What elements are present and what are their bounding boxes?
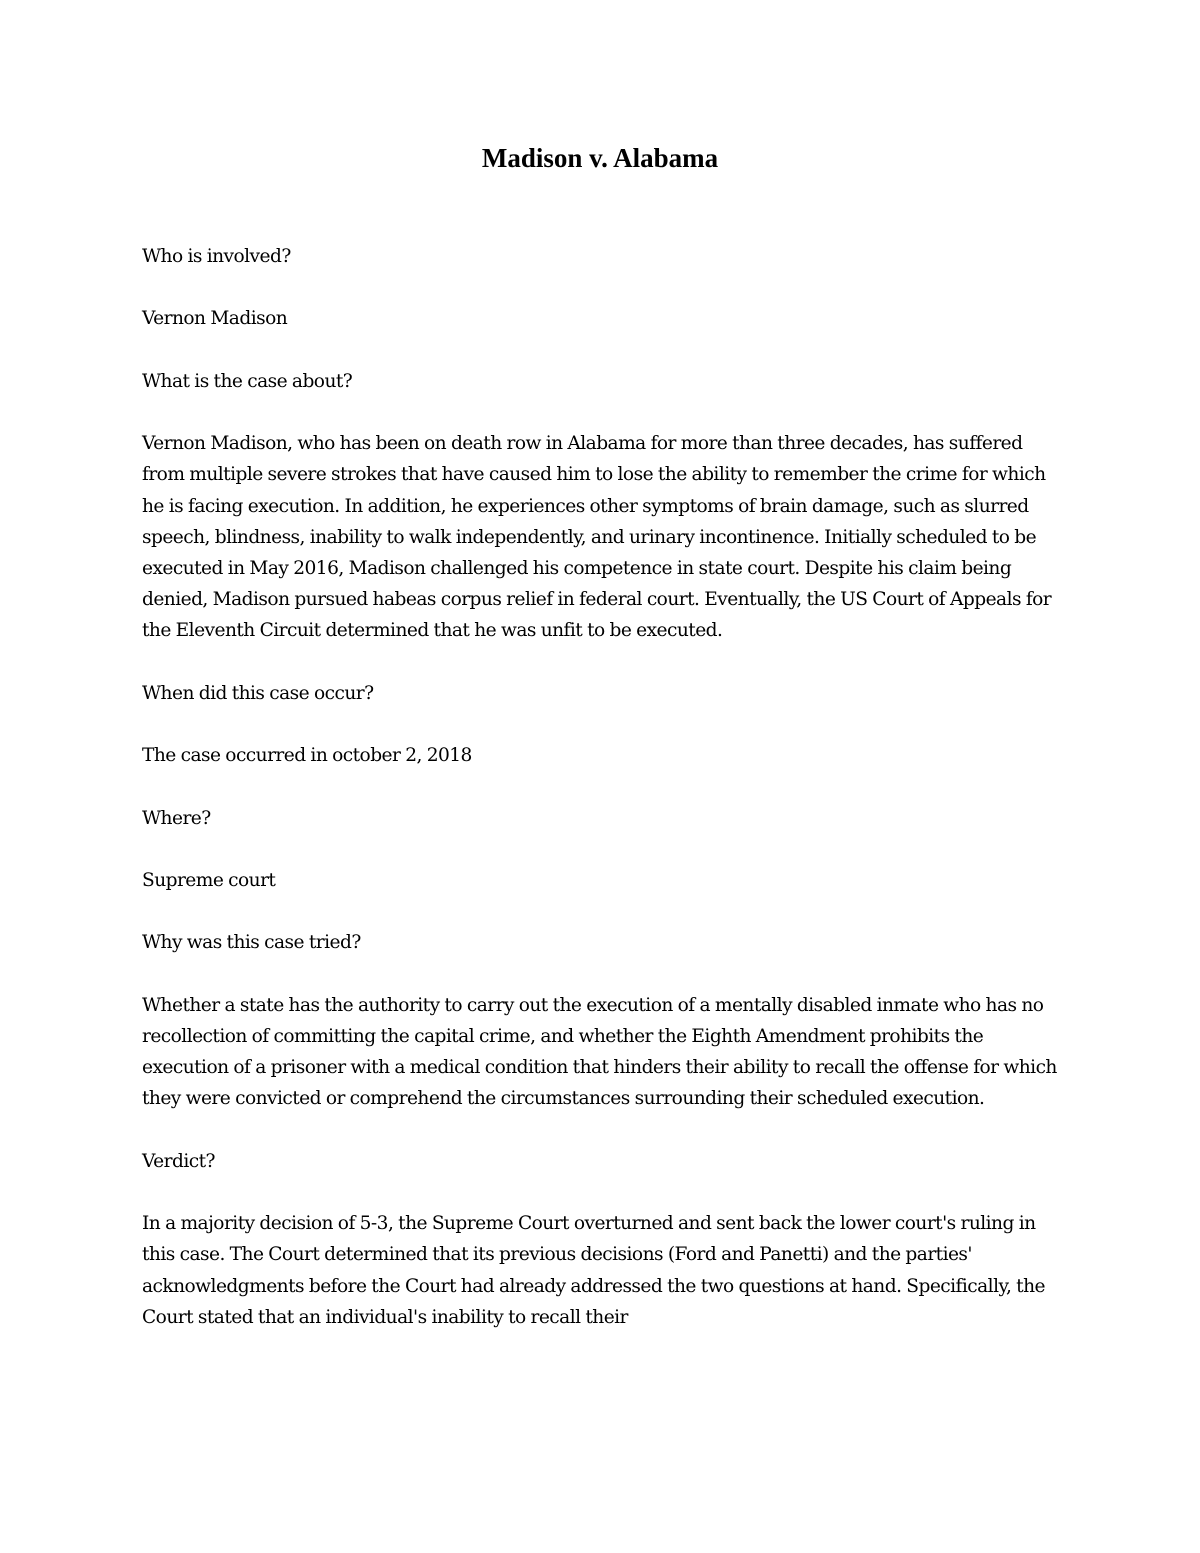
answer-when: The case occurred in october 2, 2018 — [142, 745, 472, 767]
answer-where: Supreme court — [142, 869, 276, 891]
answer-case-about: Vernon Madison, who has been on death row in Alabama for more than three decades, has suffered from multiple severe strokes that have caused him to lose the ability to remember the crime for which he is facing execution. In addition, he experiences other symptoms of brain damage, such as slurred speech, blindness, inability to walk independently, and urinary incontinence. Initially scheduled to be executed in May 2016, Madison challenged his competence in state court. Despite his claim being denied, Madison pursued habeas corpus relief in federal court. Eventually, the US Court of Appeals for the Eleventh Circuit determined that he was unfit to be executed. — [142, 433, 1052, 642]
document-title: Madison v. Alabama — [481, 143, 719, 173]
question-when: When did this case occur? — [142, 682, 374, 704]
answer-verdict: In a majority decision of 5-3, the Supreme Court overturned and sent back the lower court's ruling in this case. The Court determined that its previous decisions (Ford and Panetti) and the parties' acknowledgments before the Court had already addressed the two questions at hand. Specifically, the Court stated that an individual's inability to recall their — [142, 1213, 1045, 1328]
question-who-involved: Who is involved? — [142, 246, 291, 267]
question-why-tried: Why was this case tried? — [142, 932, 361, 954]
document-body — [142, 241, 1057, 1364]
question-where: Where? — [142, 807, 211, 829]
question-verdict: Verdict? — [142, 1150, 215, 1172]
question-case-about: What is the case about? — [142, 370, 353, 392]
answer-why-tried: Whether a state has the authority to carry out the execution of a mentally disabled inmate who has no recollection of committing the capital crime, and whether the Eighth Amendment prohibits the execution of a prisoner with a medical condition that hinders their ability to recall the offense for which they were convicted or comprehend the circumstances surrounding their scheduled execution. — [142, 994, 1057, 1110]
answer-who-involved: Vernon Madison — [142, 308, 288, 330]
